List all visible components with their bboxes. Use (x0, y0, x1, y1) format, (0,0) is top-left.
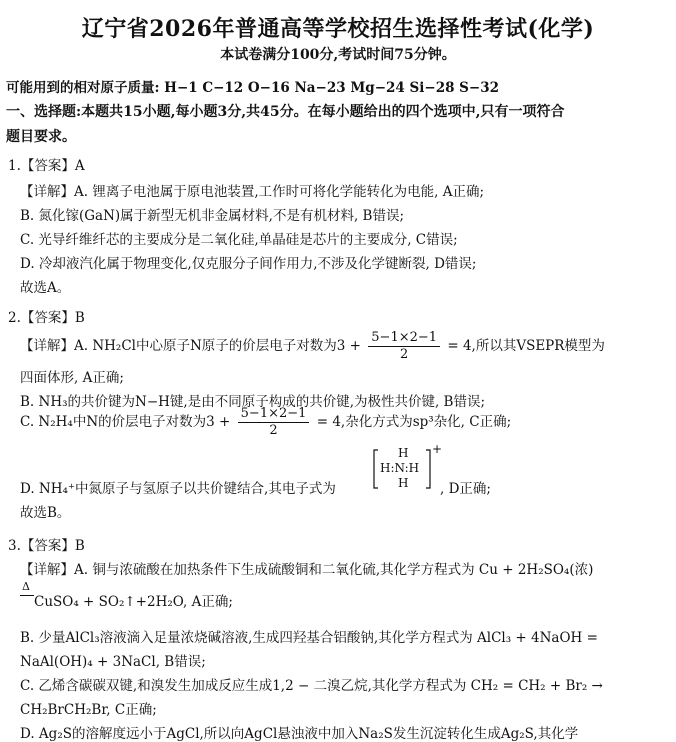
q1-explain-d: D. 冷却液汽化属于物理变化,仅克服分子间作用力,不涉及化学键断裂, D错误; (20, 256, 477, 272)
q2-explain-a-cont: 四面体形, A正确; (20, 370, 124, 386)
q2-conclusion: 故选B。 (20, 505, 71, 521)
q2-c-text: C. N₂H₄中N的价层电子对数为3 + (20, 414, 231, 430)
q1-explain-b: B. 氮化镓(GaN)属于新型无机非金属材料,不是有机材料, B错误; (20, 208, 405, 224)
q1-answer: 1.【答案】A (8, 158, 85, 174)
fraction-numerator: 5−1×2−1 (238, 406, 310, 423)
q3-explain-b: B. 少量AlCl₃溶液滴入足量浓烧碱溶液,生成四羟基合铝酸钠,其化学方程式为 AlCl₃ + 4NaOH = (20, 630, 598, 646)
q1-conclusion: 故选A。 (20, 280, 71, 296)
equals-line (20, 595, 34, 596)
q2-explain-c (20, 406, 511, 439)
q2-a-text-end: = 4,所以其VSEPR模型为 (447, 338, 605, 354)
q2-explain-b: B. NH₃的共价键为N−H键,是由不同原子构成的共价键,为极性共价键, B错误; (20, 394, 486, 410)
q3-explain-d: D. Ag₂S的溶解度远小于AgCl,所以向AgCl悬浊液中加入Na₂S发生沉淀转化生成Ag₂S,其化学 (20, 726, 579, 742)
q1-explain-c: C. 光导纤维纤芯的主要成分是二氧化硅,单晶硅是芯片的主要成分, C错误; (20, 232, 458, 248)
left-bracket (374, 450, 378, 488)
q3-explain-b-cont: NaAl(OH)₄ + 3NaCl, B错误; (20, 654, 206, 670)
q3-explain-a-cont: CuSO₄ + SO₂↑+2H₂O, A正确; (34, 594, 233, 610)
atomic-masses: 可能用到的相对原子质量: H−1 C−12 O−16 Na−23 Mg−24 Si−28 S−32 (6, 80, 500, 96)
q3-explain-c: C. 乙烯含碳碳双键,和溴发生加成反应生成1,2 − 二溴乙烷,其化学方程式为 CH₂ = CH₂ + Br₂ → (20, 678, 603, 694)
lewis-charge: + (432, 442, 443, 456)
q2-a-text: 【详解】A. NH₂Cl中心原子N原子的价层电子对数为3 + (20, 338, 361, 354)
q3-explain-c-cont: CH₂BrCH₂Br, C正确; (20, 702, 157, 718)
lewis-top-h: H (398, 446, 409, 460)
ammonium-lewis-structure (372, 442, 443, 492)
q2-explain-d: D. NH₄⁺中氮原子与氢原子以共价键结合,其电子式为 (20, 481, 336, 497)
section-heading-cont: 题目要求。 (6, 129, 76, 145)
exam-info: 本试卷满分100分,考试时间75分钟。 (220, 47, 456, 63)
fraction-denominator: 2 (400, 347, 409, 362)
heat-delta-symbol: Δ (22, 580, 30, 593)
fraction-denominator: 2 (269, 423, 278, 438)
fraction-numerator: 5−1×2−1 (368, 330, 440, 347)
q1-explain-a: 【详解】A. 锂离子电池属于原电池装置,工作时可将化学能转化为电能, A正确; (20, 184, 485, 200)
q3-explain-a: 【详解】A. 铜与浓硫酸在加热条件下生成硫酸铜和二氧化硫,其化学方程式为 Cu + 2H₂SO₄(浓) (20, 562, 594, 578)
fraction (368, 330, 440, 363)
page-title: 辽宁省2026年普通高等学校招生选择性考试(化学) (81, 16, 595, 42)
q2-answer: 2.【答案】B (8, 310, 85, 326)
q2-explain-a (20, 330, 605, 363)
lewis-middle: H:N:H (380, 461, 420, 475)
q3-answer: 3.【答案】B (8, 538, 85, 554)
right-bracket (426, 450, 430, 488)
q2-explain-d-end: , D正确; (440, 481, 491, 497)
q2-c-text-end: = 4,杂化方式为sp³杂化, C正确; (316, 414, 512, 430)
section-heading: 一、选择题:本题共15小题,每小题3分,共45分。在每小题给出的四个选项中,只有一项符合 (6, 104, 565, 120)
fraction (238, 406, 310, 439)
lewis-bottom-h: H (398, 476, 409, 490)
